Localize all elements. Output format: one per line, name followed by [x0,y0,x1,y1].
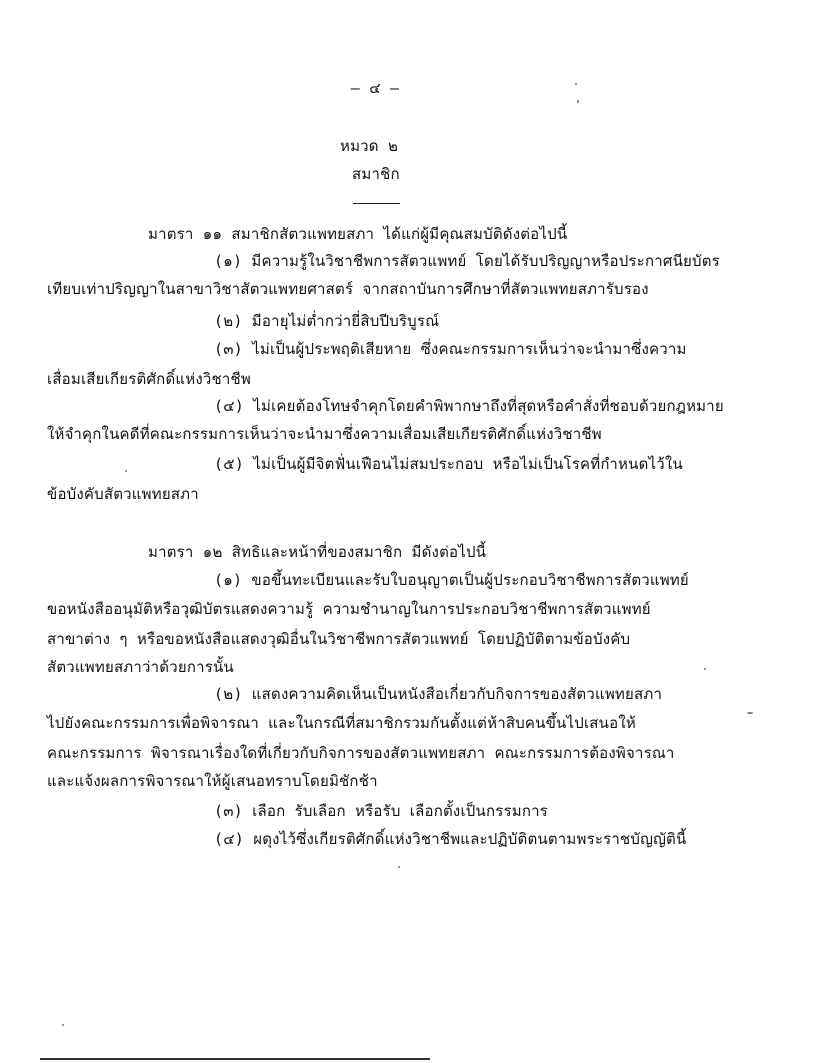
section-11-item-5-line-2: ข้อบังคับสัตวแพทยสภา [47,485,199,503]
section-11-item-3-line-1: (๓) ไม่เป็นผู้ประพฤติเสียหาย ซึ่งคณะกรรมการเห็นว่าจะนำมาซึ่งความ [214,340,687,358]
scan-speck [747,712,753,714]
page-number: – ๔ – [350,79,400,97]
bottom-edge-rule [40,1058,430,1060]
scan-speck [125,470,127,472]
section-12-heading: มาตรา ๑๒ สิทธิและหน้าที่ของสมาชิก มีดังต่อไปนี้ [148,543,487,561]
section-12-item-2-line-2: ไปยังคณะกรรมการเพื่อพิจารณา และในกรณีที่สมาชิกรวมกันตั้งแต่ห้าสิบคนขึ้นไปเสนอให้ [47,714,636,732]
section-12-item-3: (๓) เลือก รับเลือก หรือรับ เลือกตั้งเป็นกรรมการ [214,802,548,820]
chapter-title: สมาชิก [352,165,400,183]
section-11-item-4-line-2: ให้จำคุกในคดีที่คณะกรรมการเห็นว่าจะนำมาซึ่งความเสื่อมเสียเกียรติศักดิ์แห่งวิชาชีพ [47,425,602,443]
section-11-item-5-line-1: (๕) ไม่เป็นผู้มีจิตฟั่นเฟือนไม่สมประกอบ หรือไม่เป็นโรคที่กำหนดไว้ใน [214,455,683,473]
section-11-item-4-line-1: (๔) ไม่เคยต้องโทษจำคุกโดยคำพิพากษาถึงที่สุดหรือคำสั่งที่ชอบด้วยกฎหมาย [214,397,724,415]
scan-speck [577,100,579,103]
section-12-item-1-line-4: สัตวแพทยสภาว่าด้วยการนั้น [47,658,234,676]
scan-speck [575,83,577,85]
section-12-item-1-line-2: ขอหนังสืออนุมัติหรือวุฒิบัตรแสดงความรู้ ความชำนาญในการประกอบวิชาชีพการสัตวแพทย์ [47,600,651,618]
section-12-item-2-line-1: (๒) แสดงความคิดเห็นเป็นหนังสือเกี่ยวกับกิจการของสัตวแพทยสภา [214,685,663,703]
scan-speck [398,866,400,868]
chapter-heading: หมวด ๒ [340,137,399,155]
section-11-item-3-line-2: เสื่อมเสียเกียรติศักดิ์แห่งวิชาชีพ [47,370,251,388]
section-11-item-2: (๒) มีอายุไม่ต่ำกว่ายี่สิบปีบริบูรณ์ [214,312,440,330]
section-11-item-1-line-2: เทียบเท่าปริญญาในสาขาวิชาสัตวแพทยศาสตร์ จากสถาบันการศึกษาที่สัตวแพทยสภารับรอง [47,280,649,298]
title-underline [353,203,400,204]
section-11-heading: มาตรา ๑๑ สมาชิกสัตวแพทยสภา ได้แก่ผู้มีคุณสมบัติดังต่อไปนี้ [148,225,568,243]
scan-speck [704,668,706,670]
section-12-item-4: (๔) ผดุงไว้ซึ่งเกียรติศักดิ์แห่งวิชาชีพและปฏิบัติตนตามพระราชบัญญัตินี้ [214,830,687,848]
section-12-item-2-line-4: และแจ้งผลการพิจารณาให้ผู้เสนอทราบโดยมิชักช้า [47,772,378,790]
section-12-item-1-line-3: สาขาต่าง ๆ หรือขอหนังสือแสดงวุฒิอื่นในวิชาชีพการสัตวแพทย์ โดยปฏิบัติตามข้อบังคับ [47,630,631,648]
scan-speck [62,1024,64,1026]
section-12-item-1-line-1: (๑) ขอขึ้นทะเบียนและรับใบอนุญาตเป็นผู้ประกอบวิชาชีพการสัตวแพทย์ [214,571,689,589]
section-12-item-2-line-3: คณะกรรมการ พิจารณาเรื่องใดที่เกี่ยวกับกิจการของสัตวแพทยสภา คณะกรรมการต้องพิจารณา [47,744,675,762]
section-11-item-1-line-1: (๑) มีความรู้ในวิชาชีพการสัตวแพทย์ โดยได้รับปริญญาหรือประกาศนียบัตร [214,252,720,270]
